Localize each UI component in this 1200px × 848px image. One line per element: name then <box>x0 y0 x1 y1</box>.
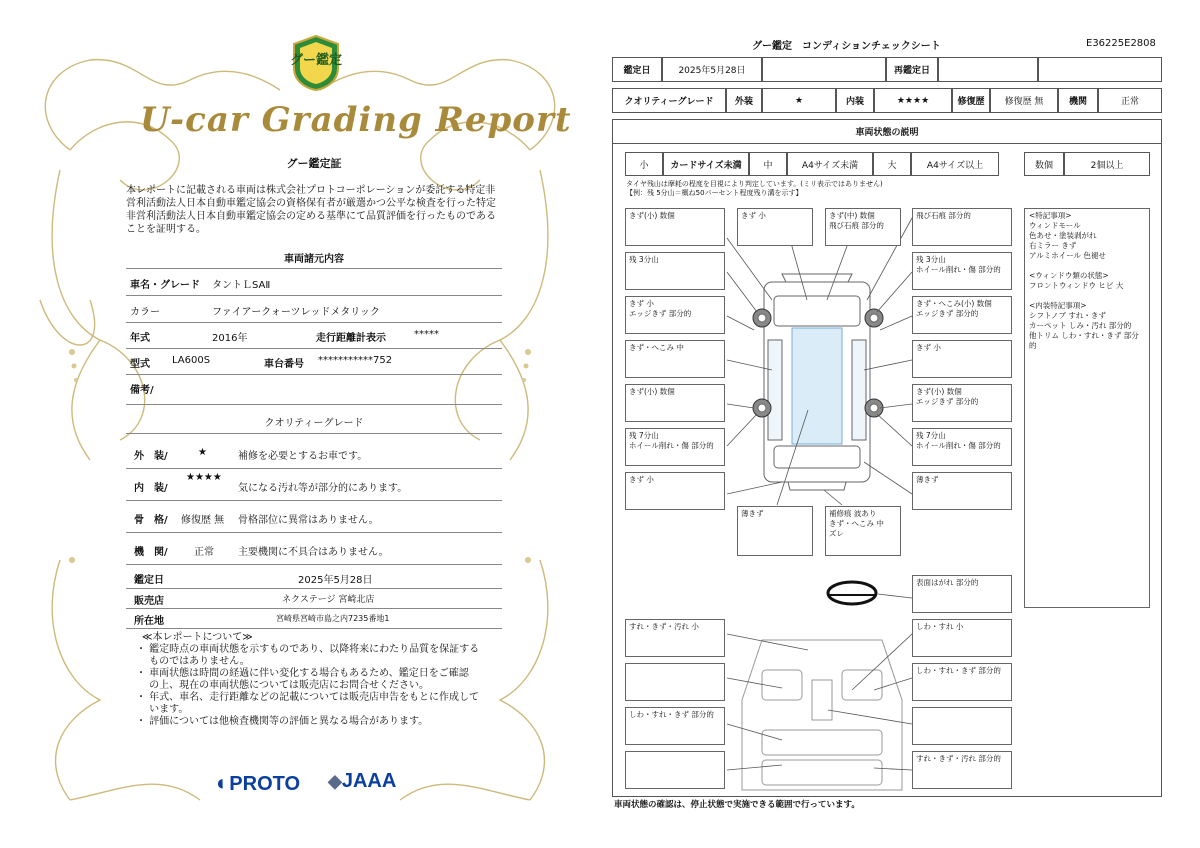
legend-large-desc: A4サイズ以上 <box>911 152 999 176</box>
report-notes: ≪本レポートについて≫ ・ 鑑定時点の車両状態を示すものであり、以降将来にわたり品質を保証する ものではありません。 ・ 車両状態は時間の経過に伴い変化する場合もあるため、鑑定日をご確認 の上、現在の車両状態については販売店にお問合せください。 ・ 年式、車名、走行距離などの記載については販売店申告をもとに作成して います。 ・ 評価については他検査機関等の評価と異なる場合があります。 <box>136 632 480 727</box>
exterior-top-view-icon <box>753 274 883 490</box>
interior-box-left-4 <box>625 751 725 789</box>
damage-box-top-1: きず 小 <box>737 208 813 246</box>
damage-box-right-1: 飛び石痕 部分的 <box>912 208 1012 246</box>
grade-section-title: クオリティーグレード <box>264 418 364 429</box>
engine-value: 正常 <box>1098 88 1162 113</box>
interior-box-right-4: すれ・きず・汚れ 部分的 <box>912 751 1012 789</box>
legend-large: 大 <box>873 152 911 176</box>
interior-box-right-2: しわ・すれ・きず 部分的 <box>912 663 1012 701</box>
damage-box-top-2: きず(中) 数個 飛び石痕 部分的 <box>825 208 901 246</box>
steering-wheel-icon <box>828 582 876 604</box>
grade-row-interior: 内 装/ ★★★★ 気になる汚れ等が部分的にあります。 <box>126 470 502 501</box>
tire-note-1: タイヤ残山は摩耗の程度を目視により判定しています。(ミリ表示ではありません) <box>626 180 883 188</box>
spec-row-model: 型式 LA600S 車台番号 ***********752 <box>126 348 502 375</box>
jaaa-mark-icon: ◆ <box>328 771 342 791</box>
quality-label: クオリティーグレード <box>612 88 726 113</box>
damage-box-bottom-2: 補修痕 波あり きず・へこみ 中 ズレ <box>825 506 901 556</box>
certificate-title: グー鑑定証 <box>286 157 342 170</box>
damage-box-right-7: 薄きず <box>912 472 1012 510</box>
interior-box-right-3 <box>912 707 1012 745</box>
damage-box-bottom-1: 薄きず <box>737 506 813 556</box>
car-name-value: タントＬSAⅡ <box>212 280 271 291</box>
date-label: 鑑定日 <box>612 57 662 82</box>
proto-logo: ◐PROTO <box>216 770 301 795</box>
damage-box-right-2: 残 3分山 ホイール削れ・傷 部分的 <box>912 252 1012 290</box>
redate-value <box>938 57 1038 82</box>
special-notes-box: <特記事項> ウィンドモール 色あせ・塗装剥がれ 右ミラー きず アルミホイール 色褪せ <ウィンドウ類の状態> フロントウィンドウ ヒビ 大 <内装特記事項> シフトノブ すれ・きず カーペット しみ・汚れ 部分的 他トリム しわ・すれ・きず 部分的 <box>1024 208 1150 608</box>
spec-row-remarks: 備考/ <box>126 374 502 405</box>
damage-box-right-3: きず・へこみ(小) 数個 エッジきず 部分的 <box>912 296 1012 334</box>
address-row: 所在地 宮崎県宮崎市島之内7235番地1 <box>126 608 502 629</box>
interior-box-left-3: しわ・すれ・きず 部分的 <box>625 707 725 745</box>
grade-row-engine: 機 関/ 正常 主要機関に不具合はありません。 <box>126 534 502 565</box>
chassis-value: ***********752 <box>318 355 393 366</box>
jaaa-logo: ◆JAAA <box>328 770 397 792</box>
date-row: 鑑定日 2025年5月28日 <box>126 566 502 589</box>
damage-box-right-6: 残 7分山 ホイール削れ・傷 部分的 <box>912 428 1012 466</box>
redate-blank <box>1038 57 1162 82</box>
damage-box-left-7: きず 小 <box>625 472 725 510</box>
car-color-value: ファイアークォーツレッドメタリック <box>212 307 380 318</box>
legend-small-desc: カードサイズ未満 <box>663 152 749 176</box>
interior-box-left-2 <box>625 663 725 701</box>
tire-note-2: 【例：残 5分山＝概ね50パーセント程度残り溝を示す】 <box>626 189 803 197</box>
badge-text: グー鑑定 <box>290 53 342 68</box>
legend-count: 数個 <box>1024 152 1064 176</box>
sheet-id: E36225E2808 <box>1086 38 1156 49</box>
exterior-value: ★ <box>762 88 836 113</box>
grade-row-exterior: 外 装/ ★ 補修を必要とするお車です。 <box>126 438 502 469</box>
date-blank <box>762 57 886 82</box>
proto-mark-icon: ◐ <box>216 770 230 795</box>
repair-value: 修復歴 無 <box>990 88 1058 113</box>
condition-title: 車両状態の説明 <box>612 119 1162 144</box>
legend-count-desc: 2個以上 <box>1064 152 1150 176</box>
damage-box-left-3: きず 小 エッジきず 部分的 <box>625 296 725 334</box>
mileage-value: ***** <box>414 329 439 340</box>
exterior-label: 外装 <box>726 88 762 113</box>
interior-box-right-1: しわ・すれ 小 <box>912 619 1012 657</box>
interior-box-left-1: すれ・きず・汚れ 小 <box>625 619 725 657</box>
spec-row-color: カラー ファイアークォーツレッドメタリック <box>126 296 502 323</box>
redate-label: 再鑑定日 <box>886 57 938 82</box>
damage-box-left-2: 残 3分山 <box>625 252 725 290</box>
report-title: U-car Grading Report <box>140 100 572 140</box>
goo-kantei-badge-icon <box>290 34 342 92</box>
damage-box-right-5: きず(小) 数個 エッジきず 部分的 <box>912 384 1012 422</box>
legend-mid-desc: A4サイズ未満 <box>787 152 873 176</box>
damage-box-left-4: きず・へこみ 中 <box>625 340 725 378</box>
certificate-intro: 本レポートに記載される車両は株式会社プロトコーポレーションが委託する特定非営利活動法人日本自動車鑑定協会の資格保有者が厳選かつ公平な検査を行った特定非営利活動法人日本自動車鑑定協会の定める基準にて品質評価を行ったものであることを証明する。 <box>126 185 496 235</box>
sheet-footer-note: 車両状態の確認は、停止状態で実施できる範囲で行っています。 <box>614 800 860 810</box>
spec-section-title: 車両諸元内容 <box>284 254 344 265</box>
model-value: LA600S <box>172 355 211 366</box>
interior-label: 内装 <box>836 88 874 113</box>
interior-view-icon <box>742 640 902 790</box>
sheet-title: グー鑑定 コンディションチェックシート <box>752 41 941 52</box>
steering-condition-box: 表面はがれ 部分的 <box>912 575 1012 613</box>
damage-box-right-4: きず 小 <box>912 340 1012 378</box>
damage-box-left-5: きず(小) 数個 <box>625 384 725 422</box>
date-value: 2025年5月28日 <box>662 57 762 82</box>
damage-box-left-6: 残 7分山 ホイール削れ・傷 部分的 <box>625 428 725 466</box>
shop-row: 販売店 ネクステージ 宮崎北店 <box>126 588 502 609</box>
engine-label: 機関 <box>1058 88 1098 113</box>
spec-row-year: 年式 2016年 走行距離計表示 ***** <box>126 322 502 349</box>
damage-box-left-1: きず(小) 数個 <box>625 208 725 246</box>
legend-mid: 中 <box>749 152 787 176</box>
year-value: 2016年 <box>212 333 248 344</box>
legend-small: 小 <box>625 152 663 176</box>
interior-value: ★★★★ <box>874 88 952 113</box>
spec-row-name: 車名・グレード タントＬSAⅡ <box>126 269 502 296</box>
repair-label: 修復歴 <box>952 88 990 113</box>
grade-row-frame: 骨 格/ 修復歴 無 骨格部位に異常はありません。 <box>126 502 502 533</box>
